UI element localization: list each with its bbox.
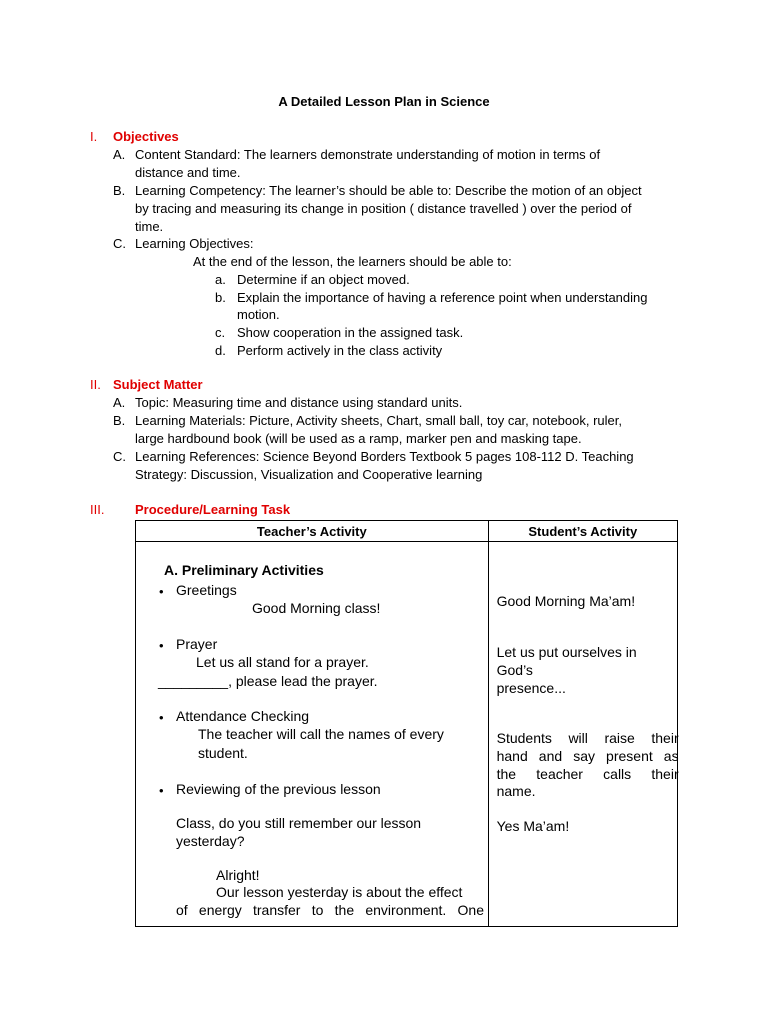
section-numeral: I. xyxy=(90,129,98,144)
prayer-label: Prayer xyxy=(176,636,218,652)
attendance-line-2: student. xyxy=(198,745,248,761)
sub-objective-b-marker: b. xyxy=(215,290,226,305)
bullet-icon: • xyxy=(159,710,164,725)
procedure-table xyxy=(135,520,678,927)
item-text: Content Standard: The learners demonstrate understanding of motion in terms of xyxy=(135,147,601,162)
item-marker: A. xyxy=(113,147,126,162)
student-reply-1: Good Morning Ma’am! xyxy=(496,593,636,609)
subject-item-c xyxy=(113,448,678,484)
sub-objective-b-cont: motion. xyxy=(237,307,280,322)
review-line-2: yesterday? xyxy=(176,833,245,849)
column-header-teacher: Teacher’s Activity xyxy=(136,521,489,542)
section-numeral: II. xyxy=(90,377,101,392)
student-reply-3-line-1: Students will raise their xyxy=(496,730,679,746)
alright-line: Alright! xyxy=(216,867,260,883)
student-reply-3-line-3: the teacher calls their xyxy=(496,766,679,782)
column-header-student: Student’s Activity xyxy=(488,521,677,542)
bullet-icon: • xyxy=(159,783,164,798)
bullet-icon: • xyxy=(159,638,164,653)
bullet-icon: • xyxy=(159,584,164,599)
sub-objective-a-marker: a. xyxy=(215,272,226,287)
sub-objective-d: Perform actively in the class activity xyxy=(237,343,443,358)
subject-item-b xyxy=(113,412,678,448)
item-text: large hardbound book (will be used as a ramp, marker pen and masking tape. xyxy=(135,431,582,446)
teacher-activity-cell xyxy=(136,542,489,927)
attendance-line-1: The teacher will call the names of every xyxy=(198,726,444,742)
lesson-line-1: Our lesson yesterday is about the effect xyxy=(216,884,463,900)
item-text: distance and time. xyxy=(135,165,241,180)
item-text: Learning Competency: The learner’s should be able to: Describe the motion of an object xyxy=(135,183,642,198)
item-text: Learning Materials: Picture, Activity sheets, Chart, small ball, toy car, notebook, ruler, xyxy=(135,413,622,428)
student-reply-3-line-2: hand and say present as xyxy=(496,748,679,764)
student-activity-cell xyxy=(488,542,677,927)
item-text: time. xyxy=(135,219,164,234)
objective-item-a xyxy=(113,146,678,182)
preliminary-heading: A. Preliminary Activities xyxy=(164,562,324,578)
item-marker: C. xyxy=(113,236,126,251)
objective-item-b xyxy=(113,182,678,236)
prayer-line-1: Let us all stand for a prayer. xyxy=(196,654,369,670)
section-heading: Subject Matter xyxy=(113,377,203,392)
attendance-label: Attendance Checking xyxy=(176,708,310,724)
item-marker: B. xyxy=(113,413,126,428)
student-reply-2-line-3: presence... xyxy=(496,680,566,696)
item-text: Topic: Measuring time and distance using standard units. xyxy=(135,395,463,410)
sub-objective-a: Determine if an object moved. xyxy=(237,272,410,287)
objectives-intro: At the end of the lesson, the learners should be able to: xyxy=(193,254,512,269)
lesson-line-2: of energy transfer to the environment. One xyxy=(176,902,484,918)
section-heading: Procedure/Learning Task xyxy=(135,502,291,517)
section-heading: Objectives xyxy=(113,129,179,144)
student-reply-3-line-4: name. xyxy=(496,783,536,799)
greetings-label: Greetings xyxy=(176,582,237,598)
sub-objective-d-marker: d. xyxy=(215,343,226,358)
item-text: Strategy: Discussion, Visualization and Cooperative learning xyxy=(135,467,483,482)
item-marker: C. xyxy=(113,449,126,464)
item-text: Learning Objectives: xyxy=(135,236,254,251)
sub-objective-c-marker: c. xyxy=(215,325,226,340)
sub-objective-b: Explain the importance of having a reference point when understanding xyxy=(237,290,648,305)
item-text: by tracing and measuring its change in position ( distance travelled ) over the period of xyxy=(135,201,632,216)
review-label: Reviewing of the previous lesson xyxy=(176,781,381,797)
subject-item-a xyxy=(113,394,678,412)
student-reply-2-line-2: God’s xyxy=(496,662,533,678)
item-marker: B. xyxy=(113,183,126,198)
item-text: Learning References: Science Beyond Borders Textbook 5 pages 108-112 D. Teaching xyxy=(135,449,634,464)
section-numeral: III. xyxy=(90,502,105,517)
document-title: A Detailed Lesson Plan in Science xyxy=(278,94,490,109)
greetings-line: Good Morning class! xyxy=(252,600,381,616)
review-line-1: Class, do you still remember our lesson xyxy=(176,815,422,831)
prayer-line-2: _________, please lead the prayer. xyxy=(158,673,378,689)
objective-item-c xyxy=(113,235,678,253)
sub-objective-c: Show cooperation in the assigned task. xyxy=(237,325,464,340)
student-reply-2-line-1: Let us put ourselves in xyxy=(496,644,637,660)
item-marker: A. xyxy=(113,395,126,410)
student-reply-4: Yes Ma’am! xyxy=(496,818,570,834)
